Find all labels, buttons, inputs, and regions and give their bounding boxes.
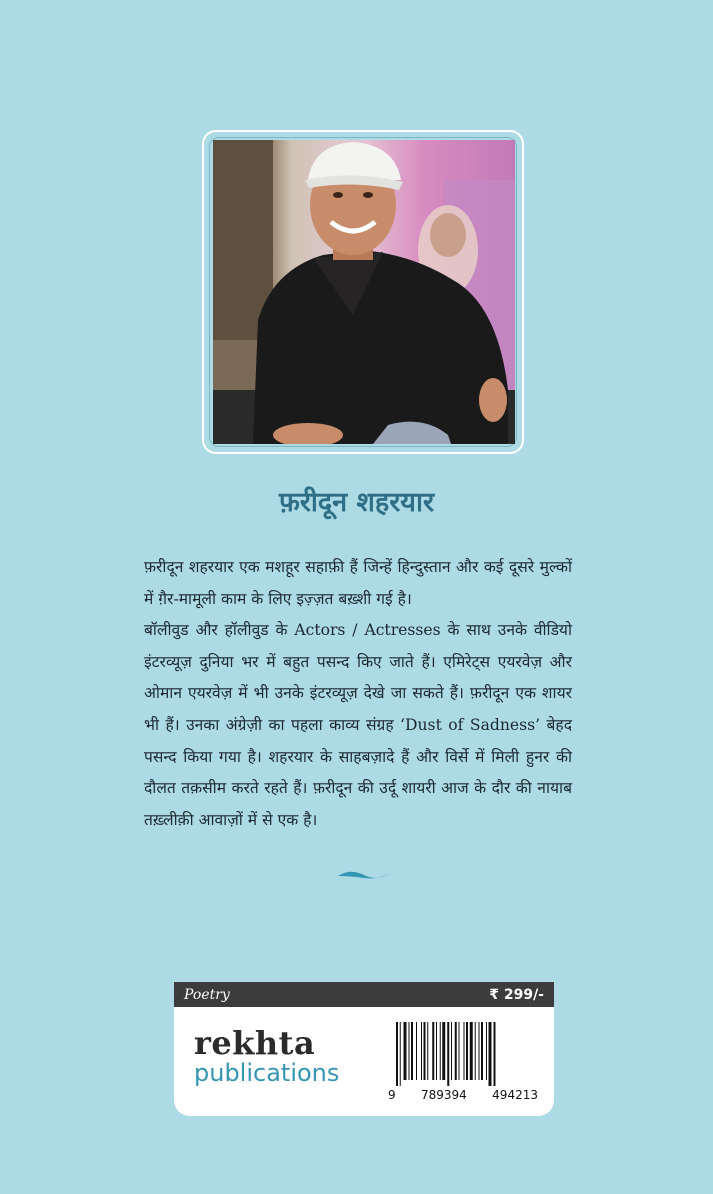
barcode-bar xyxy=(455,1022,457,1080)
publisher-logo xyxy=(194,1024,340,1088)
barcode-bar xyxy=(489,1022,492,1086)
barcode-bar xyxy=(421,1022,422,1080)
barcode-bar xyxy=(451,1022,452,1080)
barcode-bar xyxy=(409,1022,410,1080)
barcode-bar xyxy=(396,1022,398,1086)
barcode-bar xyxy=(440,1022,441,1080)
barcode-bar xyxy=(479,1022,480,1080)
price-bar xyxy=(174,982,554,1007)
price-card xyxy=(174,982,554,1116)
barcode-bar xyxy=(432,1022,434,1080)
price-label: ₹ 299/- xyxy=(489,986,544,1003)
barcode-bar xyxy=(470,1022,473,1080)
barcode-bar xyxy=(416,1022,417,1080)
barcode-bar xyxy=(466,1022,468,1080)
barcode-bar xyxy=(494,1022,496,1086)
barcode-bar xyxy=(424,1022,426,1080)
isbn-digits xyxy=(388,1088,538,1102)
barcode-bar xyxy=(436,1022,437,1080)
barcode-bar xyxy=(447,1022,449,1086)
bio-paragraph: बॉलीवुड और हॉलीवुड के Actors / Actresses के साथ उनके वीडियो इंटरव्यूज़ दुनिया भर में बहुत पसन्द किए जाते हैं। एमिरेट्स एयरवेज़ और ओमान एयरवेज़ में भी उनके इंटरव्यूज़ देखे जा सकते हैं। फ़रीदून एक शायर भी हैं। उनका अंग्रेज़ी का पहला काव्य संग्रह ‘Dust of Sadness’ बेहद पसन्द किया गया है। शहरयार के साहबज़ादे हैं और विर्से में मिली हुनर की दौलत तक़सीम करते रहते हैं। फ़रीदून की उर्दू शायरी आज के दौर की नायाब तख़्लीक़ी आवाज़ों में से एक है। xyxy=(144,621,572,829)
barcode-bar xyxy=(404,1022,407,1080)
barcode-bar xyxy=(464,1022,465,1080)
barcode-bar xyxy=(481,1022,483,1080)
isbn-digit-group: 494213 xyxy=(492,1088,538,1102)
barcode-bar xyxy=(427,1022,428,1080)
bio-paragraph: फ़रीदून शहरयार एक मशहूर सहाफ़ी हैं जिन्हें हिन्दुस्तान और कई दूसरे मुल्कों में ग़ैर-मामूली काम के लिए इज़्ज़त बख़्शी गई है। xyxy=(144,558,572,608)
genre-label: Poetry xyxy=(184,986,230,1003)
decorative-swash-icon xyxy=(336,866,394,888)
isbn-barcode xyxy=(388,1022,538,1102)
barcode-bar xyxy=(486,1022,487,1080)
author-name: फ़रीदून शहरयार xyxy=(278,487,434,518)
author-bio xyxy=(144,552,572,836)
barcode-bar xyxy=(475,1022,476,1080)
barcode-bars xyxy=(388,1022,538,1088)
author-photo xyxy=(213,140,515,444)
barcode-bar xyxy=(459,1022,460,1080)
publisher-name-bottom: publications xyxy=(194,1059,340,1087)
barcode-bar xyxy=(442,1022,445,1080)
publisher-name-top: rekhta xyxy=(194,1024,316,1062)
isbn-digit-group: 9 xyxy=(388,1088,396,1102)
barcode-bar xyxy=(400,1022,401,1086)
barcode-bar xyxy=(411,1022,413,1080)
isbn-digit-group: 789394 xyxy=(421,1088,467,1102)
